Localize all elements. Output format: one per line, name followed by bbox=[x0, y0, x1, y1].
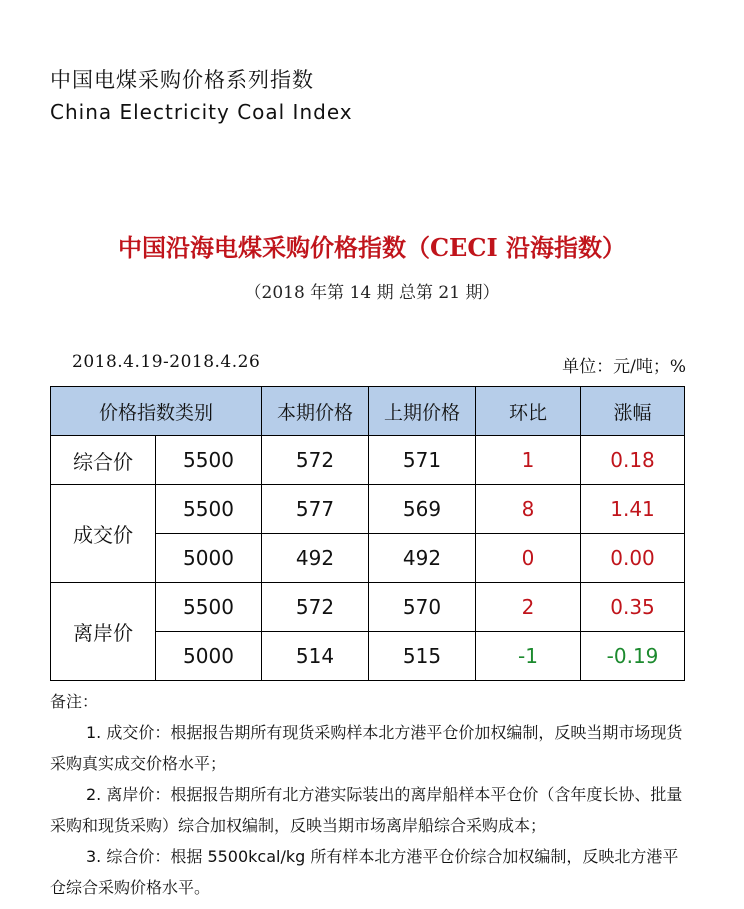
header-change: 环比 bbox=[476, 387, 581, 436]
table-row bbox=[51, 583, 685, 632]
report-issue: （2018 年第 14 期 总第 21 期） bbox=[244, 283, 500, 303]
pct-cell: -0.19 bbox=[581, 632, 685, 681]
header-category: 价格指数类别 bbox=[51, 387, 262, 436]
current-cell: 492 bbox=[262, 534, 369, 583]
table-header-row bbox=[51, 387, 685, 436]
notes-label: 备注： bbox=[50, 692, 99, 711]
date-range: 2018.4.19-2018.4.26 bbox=[72, 352, 261, 372]
header-previous: 上期价格 bbox=[369, 387, 476, 436]
report-title: 中国沿海电煤采购价格指数（CECI 沿海指数） bbox=[117, 233, 627, 262]
previous-cell: 571 bbox=[369, 436, 476, 485]
category-cell: 离岸价 bbox=[51, 583, 156, 681]
note-item: 1. 成交价：根据报告期所有现货采购样本北方港平仓价加权编制，反映当期市场现货采购真实成交价格水平； bbox=[50, 723, 683, 773]
unit-label: 单位：元/吨；% bbox=[562, 357, 686, 377]
change-cell: 2 bbox=[476, 583, 581, 632]
header-chinese-title: 中国电煤采购价格系列指数 bbox=[50, 68, 314, 92]
pct-cell: 0.00 bbox=[581, 534, 685, 583]
change-cell: -1 bbox=[476, 632, 581, 681]
grade-cell: 5000 bbox=[156, 534, 262, 583]
price-index-table bbox=[50, 386, 685, 681]
grade-cell: 5500 bbox=[156, 436, 262, 485]
previous-cell: 569 bbox=[369, 485, 476, 534]
category-cell: 综合价 bbox=[51, 436, 156, 485]
notes-section bbox=[50, 686, 690, 903]
header-current: 本期价格 bbox=[262, 387, 369, 436]
current-cell: 572 bbox=[262, 436, 369, 485]
previous-cell: 570 bbox=[369, 583, 476, 632]
previous-cell: 515 bbox=[369, 632, 476, 681]
grade-cell: 5000 bbox=[156, 632, 262, 681]
table-row bbox=[51, 485, 685, 534]
note-item: 3. 综合价：根据 5500kcal/kg 所有样本北方港平仓价综合加权编制，反映北方港平仓综合采购价格水平。 bbox=[50, 847, 679, 897]
header-english-title: China Electricity Coal Index bbox=[50, 100, 353, 124]
previous-cell: 492 bbox=[369, 534, 476, 583]
change-cell: 1 bbox=[476, 436, 581, 485]
change-cell: 8 bbox=[476, 485, 581, 534]
table-row bbox=[51, 436, 685, 485]
current-cell: 572 bbox=[262, 583, 369, 632]
header-pct: 涨幅 bbox=[581, 387, 685, 436]
pct-cell: 0.35 bbox=[581, 583, 685, 632]
grade-cell: 5500 bbox=[156, 583, 262, 632]
pct-cell: 1.41 bbox=[581, 485, 685, 534]
pct-cell: 0.18 bbox=[581, 436, 685, 485]
current-cell: 514 bbox=[262, 632, 369, 681]
category-cell: 成交价 bbox=[51, 485, 156, 583]
change-cell: 0 bbox=[476, 534, 581, 583]
note-item: 2. 离岸价：根据报告期所有北方港实际装出的离岸船样本平仓价（含年度长协、批量采购和现货采购）综合加权编制，反映当期市场离岸船综合采购成本； bbox=[50, 785, 683, 835]
grade-cell: 5500 bbox=[156, 485, 262, 534]
current-cell: 577 bbox=[262, 485, 369, 534]
